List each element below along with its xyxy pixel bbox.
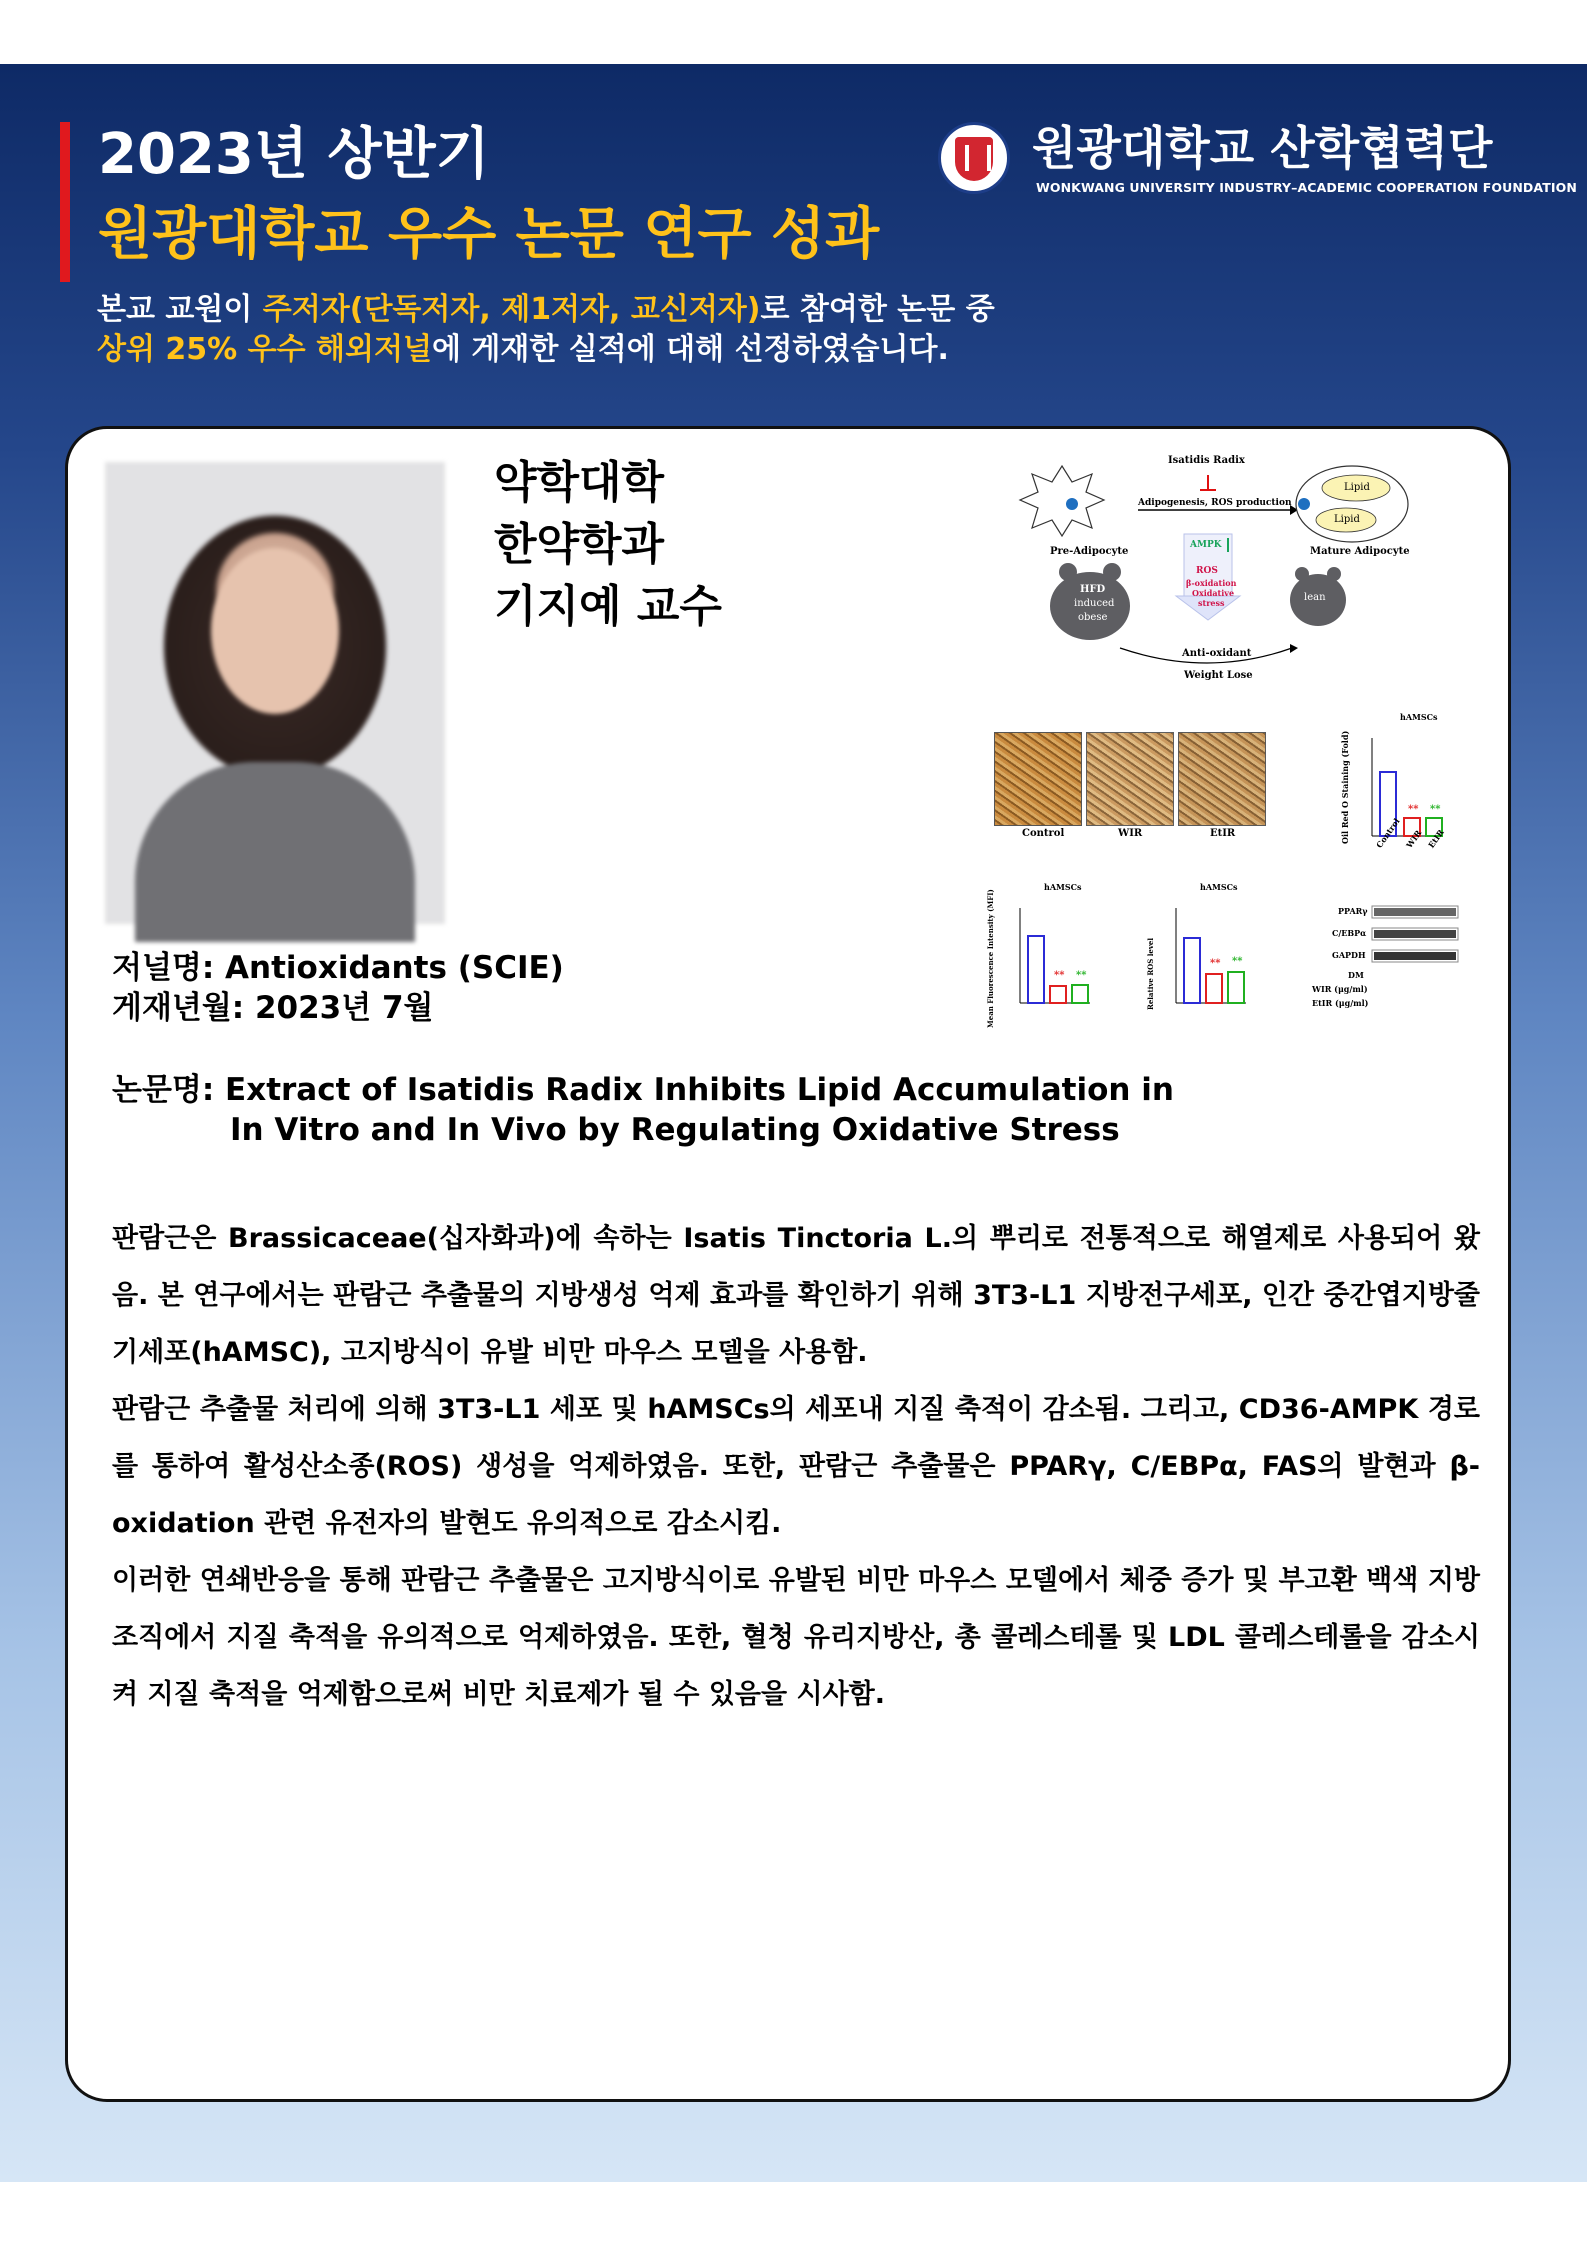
fig-tick-label: EtIR [1426,827,1446,850]
fig-sig-label: ** [1430,804,1441,815]
summary-text [112,1210,1480,1723]
fig-hfd-label: HFD [1080,584,1106,595]
department-label: 한약학과 [494,519,665,570]
paper-title-line-2: In Vitro and In Vivo by Regulating Oxidative Stress [230,1112,1120,1148]
journal-name: 저널명: Antioxidants (SCIE) [112,950,564,986]
fig-blot-label: DM [1348,970,1364,980]
summary-paragraph-1: 판람근은 Brassicaceae(십자화과)에 속하는 Isatis Tinctoria L.의 뿌리로 전통적으로 해열제로 사용되어 왔음. 본 연구에서는 판람근 추출물의 지방생성 억제 효과를 확인하기 위해 3T3-L1 지방전구세포, 인간 중간엽지방줄기세포(hAMSC), 고지방식이 유발 비만 마우스 모델을 사용함. [112,1223,1480,1368]
fig-sig-label: ** [1076,970,1087,981]
nucleus [1066,498,1078,510]
fig-blot-label: EtIR (μg/ml) [1312,998,1369,1008]
fig-hamscs-label: hAMSCs [1200,882,1238,892]
university-logo-icon [938,122,1010,194]
fig-isatidis-label: Isatidis Radix [1168,455,1245,466]
org-name-en: WONKWANG UNIVERSITY INDUSTRY–ACADEMIC COOPERATION FOUNDATION [1036,180,1577,195]
fig-hfd-label: induced [1074,598,1115,609]
intro-line-1 [97,290,995,330]
fig-blot-label: PPARγ [1338,906,1368,916]
college-label: 약학대학 [494,457,665,508]
fig-hfd-label: obese [1078,612,1108,623]
fig-lipid-label: Lipid [1344,482,1370,493]
fig-weight-label: Weight Lose [1184,670,1253,681]
fig-blot-label: WIR (μg/ml) [1312,984,1368,994]
intro-text: 로 참여한 논문 중 [760,292,995,327]
profile-block [494,452,722,638]
fig-box-text: stress [1198,598,1225,608]
fig-pre-label: Pre-Adipocyte [1050,546,1129,557]
accent-bar [60,122,70,282]
intro-text: 본교 교원이 [97,292,263,327]
summary-paragraph-3: 이러한 연쇄반응을 통해 판람근 추출물은 고지방식이로 유발된 비만 마우스 모델에서 체중 증가 및 부고환 백색 지방 조직에서 지질 축적을 유의적으로 억제하였음. 또한, 혈청 유리지방산, 총 콜레스테롤 및 LDL 콜레스테롤을 감소시켜 지질 축적을 억제함으로써 비만 치료제가 될 수 있음을 시사함. [112,1565,1480,1710]
fig-lipid-label: Lipid [1334,514,1360,525]
micrograph-wir [1086,732,1174,826]
fig-adipogenesis-label: Adipogenesis, ROS production [1138,498,1292,508]
fig-sig-label: ** [1408,804,1419,815]
fig-ros-label: ROS [1196,566,1218,576]
fig-lean-label: lean [1304,592,1326,603]
fig-axis-label: Mean Fluorescence Intensity (MFI) [986,889,995,1028]
fig-tick-label: Control [1374,816,1402,850]
publish-date: 게재년월: 2023년 7월 [112,990,434,1026]
fig-axis-label: Oil Red O Staining (Fold) [1340,730,1350,844]
graphical-abstract [986,448,1470,1028]
fig-sig-label: ** [1054,970,1065,981]
fig-antiox-label: Anti-oxidant [1182,648,1252,659]
fig-blot-label: GAPDH [1332,950,1366,960]
fig-control-label: Control [1022,828,1065,839]
fig-hamscs-label: hAMSCs [1400,712,1438,722]
professor-name: 기지예 교수 [494,581,722,632]
portrait-photo [105,462,445,924]
title-year: 2023년 상반기 [98,122,490,187]
pre-adipocyte-cell [1020,466,1104,536]
fig-mature-label: Mature Adipocyte [1310,546,1410,557]
fig-box-text: Oxidative [1192,588,1235,598]
fig-box-text: β-oxidation [1186,578,1237,588]
fig-axis-label: Relative ROS level [1146,937,1155,1010]
summary-paragraph-2: 판람근 추출물 처리에 의해 3T3-L1 세포 및 hAMSCs의 세포내 지질 축적이 감소됨. 그리고, CD36-AMPK 경로를 통하여 활성산소종(ROS) 생성을 억제하였음. 또한, 판람근 추출물은 PPARγ, C/EBPα, FAS의 발현과 β-oxidation 관련 유전자의 발현도 유의적으로 감소시킴. [112,1394,1480,1539]
intro-highlight: 주저자(단독저자, 제1저자, 교신저자) [262,292,761,327]
intro-text: 에 게재한 실적에 대해 선정하였습니다. [431,332,949,367]
micrograph-control [994,732,1082,826]
fig-sig-label: ** [1232,956,1243,967]
fig-sig-label: ** [1210,958,1221,969]
intro-line-2 [97,330,949,370]
fig-tick-label: WIR [1404,828,1424,850]
paper-title-line-1: 논문명: Extract of Isatidis Radix Inhibits Lipid Accumulation in [112,1072,1174,1108]
fig-etir-label: EtIR [1210,828,1236,839]
fig-hamscs-label: hAMSCs [1044,882,1082,892]
intro-highlight: 상위 25% 우수 해외저널 [97,332,432,367]
micrograph-etir [1178,732,1266,826]
fig-ampk-label: AMPK [1190,540,1222,550]
fig-wir-label: WIR [1118,828,1143,839]
fig-blot-label: C/EBPα [1332,928,1367,938]
org-name: 원광대학교 산학협력단 [1032,121,1493,175]
title-main: 원광대학교 우수 논문 연구 성과 [98,202,880,267]
